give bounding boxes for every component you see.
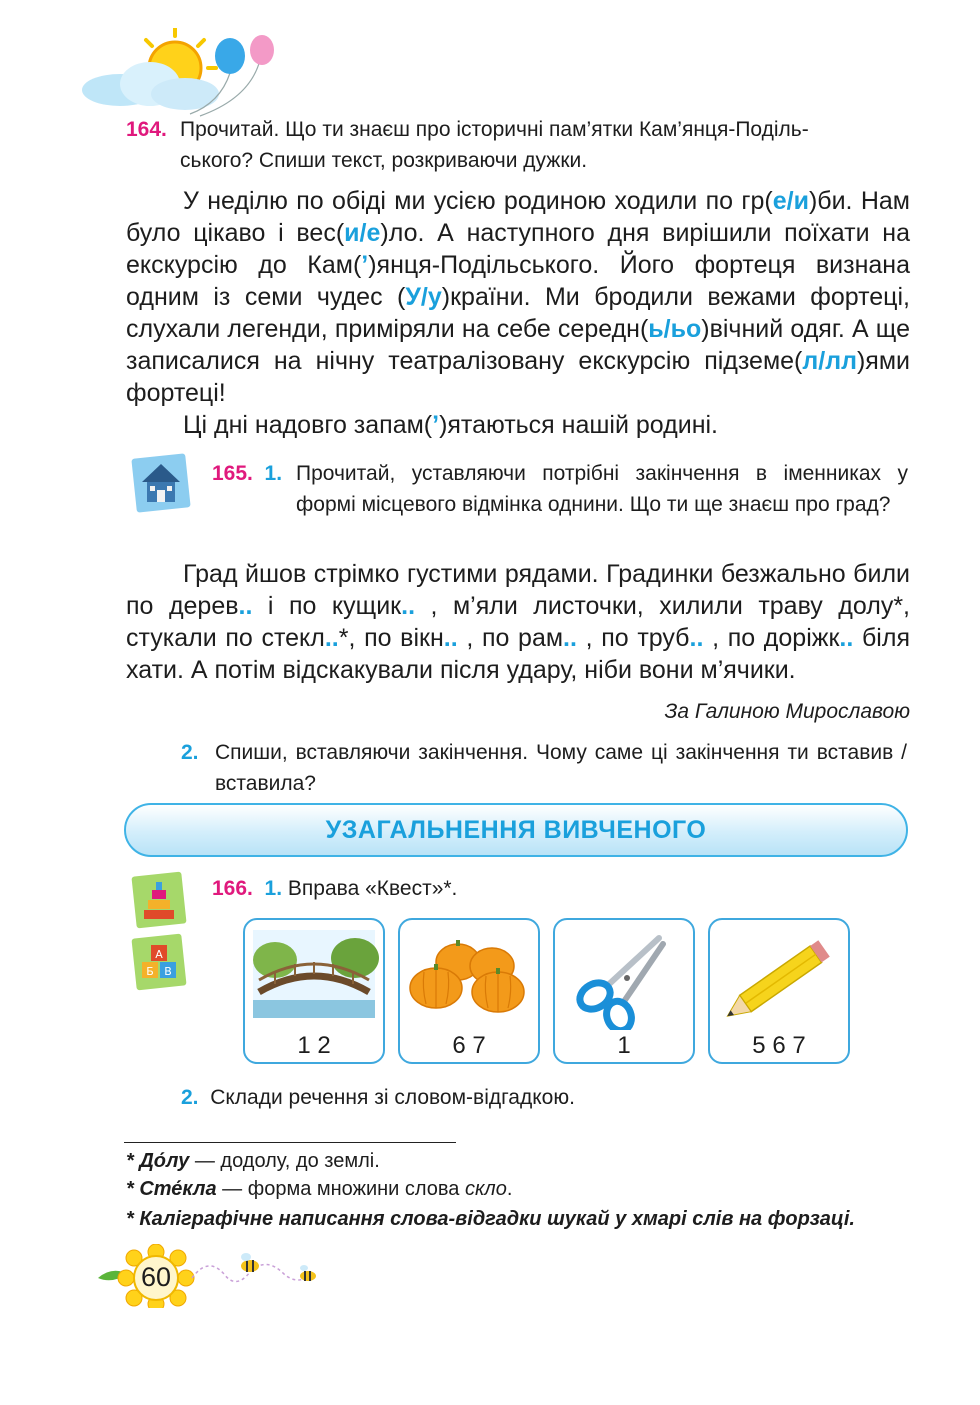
subtask-number: 1. [264,877,283,900]
task-type-icons [130,870,192,994]
task-instruction: Спиши, вставляючи закінчення. Чому саме ці закінчення ти вставив / вставила? [215,741,907,795]
footnote-divider [124,1142,456,1143]
task-165 [212,458,910,520]
svg-text:В: В [164,965,172,978]
footnote: * Сте́кла — форма множини слова скло. [126,1178,513,1200]
task-166-2 [181,1082,575,1113]
task-166 [212,873,457,904]
subtask-number: 2. [181,1086,199,1109]
bracket-choice: ’ [361,251,369,279]
bracket-choice: ь/ьо [648,315,702,343]
blank-ending: .. [689,624,704,652]
bee-icon [300,1265,316,1281]
house-sticker-icon [130,452,192,514]
card-numbers: 5 6 7 [752,1032,806,1059]
abc-blocks-sticker-icon [131,934,186,991]
paragraph: Град йшов стрімко густими рядами. Градинки безжально били по дерев.. і по кущик.. , м’яли листочки, хилили траву долу*, стукали по стекл..*, по вікн.. , по рам.. , по труб.. , по доріжк.. біля хати. А потім відскакували після удару, ніби вони м’ячики. [126,560,911,684]
footnote: * До́лу — додолу, до землі. [126,1150,380,1172]
page-number-decoration [98,1244,328,1308]
task-instruction: Прочитай, уставляючи потрібні закінчення в іменниках у формі місцевого відмінка однини. Що ти ще знаєш про град? [296,462,908,516]
task-164 [126,114,910,176]
bridge-picture [245,920,383,1030]
task-instruction-line2: ського? Спиши текст, розкриваючи дужки. [180,149,588,172]
pyramid-toy-sticker-icon [131,872,186,929]
task-number: 166. [212,877,253,900]
blank-ending: .. [839,624,854,652]
text-author: За Галиною Мирославою [664,700,910,723]
blank-ending: .. [563,624,577,652]
section-title: УЗАГАЛЬНЕННЯ ВИВЧЕНОГО [325,816,707,844]
task-number: 164. [126,118,167,141]
card-numbers: 1 2 [297,1032,331,1059]
text-164 [126,185,910,441]
task-instruction: Вправа «Квест»*. [287,877,458,900]
subtask-number: 2. [181,741,199,764]
svg-text:А: А [155,948,163,961]
pencil-picture [710,920,848,1030]
task-165-2 [181,737,909,799]
task-instruction: Склади речення зі словом-відгадкою. [210,1086,575,1109]
quest-card-bridge [243,918,385,1064]
task-number: 165. [212,462,253,485]
bracket-choice: е/и [772,187,809,215]
scissors-picture [555,920,693,1030]
task-instruction-line1: Прочитай. Що ти знаєш про історичні пам’ятки Кам’янця-Поділь- [180,118,809,141]
paragraph: У неділю по обіді ми усією родиною ходили по гр(е/и)би. Нам було цікаво і вес(и/е)ло. А наступного дня вирішили поїхати на екскурсію до Кам(’)янця-Подільського. Його фортеця визнана одним із семи чудес (У/у)країни. Ми бродили вежами фортеці, слухали легенди, приміряли на себе середн(ь/ьо)вічний одяг. А ще записалися на нічну театралізовану екскурсію підземе(л/лл)ями фортеці! [126,187,911,407]
card-numbers: 1 [617,1032,631,1059]
sun-cloud-balloons-decoration [80,28,280,120]
bracket-choice: и/е [344,219,381,247]
footnote: * Каліграфічне написання слова-відгадки шукай у хмарі слів на форзаці. [126,1208,855,1230]
blank-ending: .. [443,624,458,652]
card-numbers: 6 7 [452,1032,486,1059]
bracket-choice: ’ [432,411,440,439]
section-banner [124,803,908,857]
quest-card-scissors [553,918,695,1064]
quest-card-pumpkins [398,918,540,1064]
blank-ending: .. [324,624,339,652]
paragraph: Ці дні надовго запам(’)ятаються нашій родині. [183,411,719,439]
text-165 [126,558,910,686]
bee-icon [241,1253,259,1272]
pumpkins-picture [400,920,538,1030]
quest-card-pencil [708,918,850,1064]
blank-ending: .. [401,592,416,620]
subtask-number: 1. [264,462,283,485]
page-number: 60 [140,1262,172,1292]
blank-ending: .. [238,592,253,620]
svg-text:Б: Б [146,965,154,978]
bracket-choice: У/у [405,283,442,311]
flower-bees-decoration [98,1244,328,1308]
bracket-choice: л/лл [802,347,857,375]
